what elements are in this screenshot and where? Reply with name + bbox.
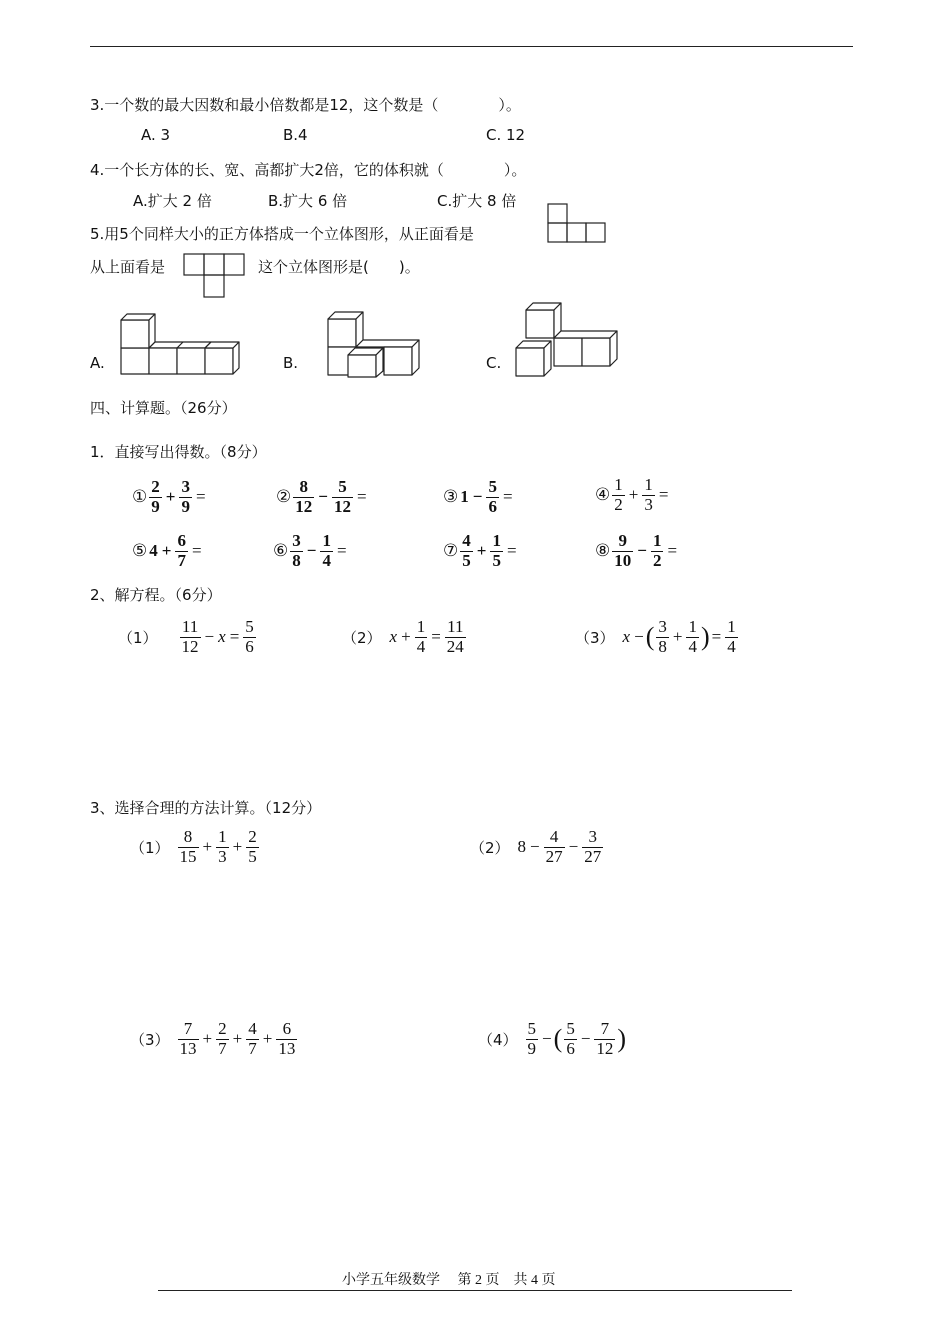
q5-option-c-label: C.	[486, 354, 502, 372]
fraction: $\frac{2}{5}$	[248, 827, 257, 866]
fraction: $\frac{1}{2}$	[614, 475, 623, 514]
question-3: 3.一个数的最大因数和最小倍数都是12，这个数是（ ）。	[90, 96, 521, 114]
equation-3: （3） x − ( $\frac{3}{8}$ + $\frac{1}{4}$ ) = $\frac{1}{4}$	[575, 617, 736, 656]
fraction: $\frac{1}{3}$	[218, 827, 227, 866]
section-4-title: 四、计算题。（26分）	[90, 399, 237, 417]
question-5-prompt: 这个立体图形是( )。	[258, 258, 420, 276]
equation-1: （1） $\frac{11}{12}$ − x = $\frac{5}{6}$	[118, 617, 254, 656]
fraction: $\frac{1}{3}$	[644, 475, 653, 514]
fraction: $\frac{3}{27}$	[584, 827, 602, 866]
fraction: $\frac{6}{7}$	[177, 531, 186, 570]
mental-calc-8: ⑧ $\frac{9}{10}$ − $\frac{1}{2}$ =	[595, 531, 678, 570]
header-rule	[90, 46, 853, 47]
part-2-title: 2、解方程。（6分）	[90, 586, 222, 604]
q4-option-c: C.扩大 8 倍	[437, 192, 517, 210]
page-footer: 小学五年级数学 第 2 页 共 4 页	[342, 1273, 556, 1288]
fraction: $\frac{9}{10}$	[614, 531, 632, 570]
fraction: $\frac{8}{12}$	[295, 477, 313, 516]
fraction: $\frac{1}{4}$	[322, 531, 331, 570]
question-4: 4.一个长方体的长、宽、高都扩大2倍，它的体积就（ ）。	[90, 161, 527, 179]
fraction: $\frac{11}{24}$	[446, 617, 464, 656]
fraction: $\frac{5}{12}$	[333, 477, 351, 516]
question-5-top-view-label: 从上面看是	[90, 258, 166, 276]
front-view-figure	[547, 203, 607, 245]
q5-option-b-label: B.	[283, 354, 299, 372]
fraction: $\frac{1}{4}$	[727, 617, 736, 656]
q3-option-b: B.4	[283, 126, 308, 144]
fraction: $\frac{1}{5}$	[492, 531, 501, 570]
fraction: $\frac{3}{8}$	[292, 531, 301, 570]
fraction: $\frac{2}{7}$	[218, 1019, 227, 1058]
mental-calc-7: ⑦ $\frac{4}{5}$ + $\frac{1}{5}$ =	[443, 531, 517, 570]
fraction: $\frac{11}{12}$	[181, 617, 199, 656]
fraction: $\frac{2}{9}$	[151, 477, 160, 516]
question-5: 5.用5个同样大小的正方体搭成一个立体图形，从正面看是	[90, 225, 474, 243]
fraction: $\frac{1}{4}$	[416, 617, 426, 656]
fraction: $\frac{5}{6}$	[566, 1019, 575, 1058]
part-1-title: 1．直接写出得数。（8分）	[90, 443, 267, 461]
fraction: $\frac{1}{2}$	[652, 531, 662, 570]
q5-option-a-label: A.	[90, 354, 105, 372]
option-b-figure	[326, 309, 426, 379]
mental-calc-5: ⑤ 4 + $\frac{6}{7}$ =	[132, 531, 202, 570]
mental-calc-4: ④ $\frac{1}{2}$ + $\frac{1}{3}$ =	[595, 475, 669, 514]
calc-2: （2） 8 − $\frac{4}{27}$ − $\frac{3}{27}$	[470, 827, 602, 866]
mental-calc-1: ① $\frac{2}{9}$ + $\frac{3}{9}$ =	[132, 477, 206, 516]
mental-calc-3: ③ 1 − $\frac{5}{6}$ =	[443, 477, 513, 516]
part-3-title: 3、选择合理的方法计算。（12分）	[90, 799, 322, 817]
mental-calc-2: ② $\frac{8}{12}$ − $\frac{5}{12}$ =	[276, 477, 367, 516]
fraction: $\frac{3}{9}$	[181, 477, 190, 516]
calc-4: （4） $\frac{5}{9}$ − ( $\frac{5}{6}$ − $\frac{7}{12}$ )	[478, 1019, 627, 1058]
calc-3: （3） $\frac{7}{13}$ + $\frac{2}{7}$ + $\frac{4}{7}$ + $\frac{6}{13}$	[130, 1019, 296, 1058]
option-a-figure	[118, 312, 238, 376]
q4-option-a: A.扩大 2 倍	[133, 192, 212, 210]
fraction: $\frac{5}{9}$	[527, 1019, 537, 1058]
fraction: $\frac{3}{8}$	[658, 617, 667, 656]
top-view-figure	[183, 253, 246, 299]
q3-option-a: A. 3	[141, 126, 171, 144]
q4-option-b: B.扩大 6 倍	[268, 192, 348, 210]
q3-option-c: C. 12	[486, 126, 526, 144]
fraction: $\frac{4}{7}$	[248, 1019, 257, 1058]
fraction: $\frac{8}{15}$	[179, 827, 197, 866]
mental-calc-6: ⑥ $\frac{3}{8}$ − $\frac{1}{4}$ =	[273, 531, 347, 570]
fraction: $\frac{5}{6}$	[488, 477, 497, 516]
fraction: $\frac{7}{13}$	[179, 1019, 197, 1058]
fraction: $\frac{7}{12}$	[596, 1019, 614, 1058]
fraction: $\frac{5}{6}$	[245, 617, 254, 656]
fraction: $\frac{4}{27}$	[545, 827, 563, 866]
fraction: $\frac{4}{5}$	[462, 531, 471, 570]
footer-rule	[158, 1290, 792, 1291]
fraction: $\frac{6}{13}$	[278, 1019, 296, 1058]
calc-1: （1） $\frac{8}{15}$ + $\frac{1}{3}$ + $\frac{2}{5}$	[130, 827, 257, 866]
equation-2: （2） x + $\frac{1}{4}$ = $\frac{11}{24}$	[342, 617, 464, 656]
fraction: $\frac{1}{4}$	[688, 617, 697, 656]
option-c-figure	[514, 300, 624, 380]
